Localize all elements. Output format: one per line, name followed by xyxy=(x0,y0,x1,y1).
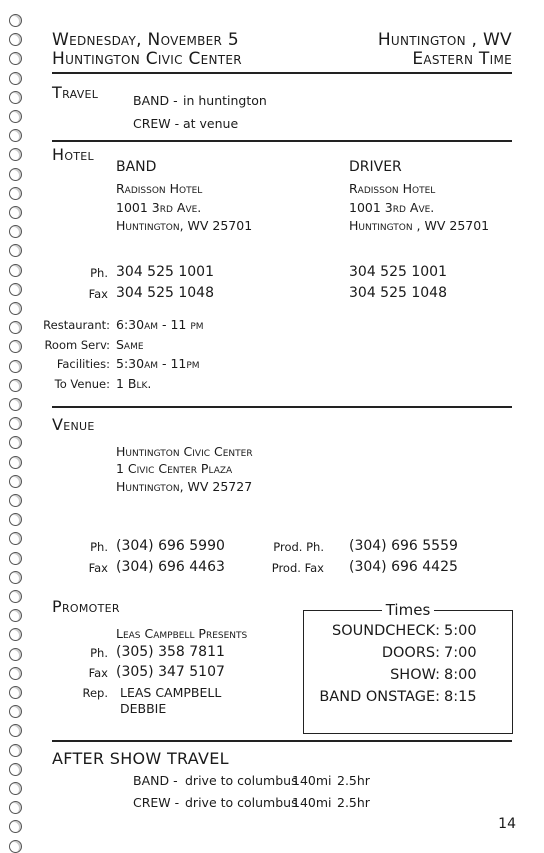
hotel-fax-label: Fax xyxy=(88,287,108,301)
binder-ring xyxy=(9,360,22,373)
binder-ring xyxy=(9,417,22,430)
hotel-driver-name: Radisson Hotel xyxy=(349,181,436,196)
promoter-rep-label: Rep. xyxy=(82,686,108,700)
binder-ring xyxy=(9,686,22,699)
hotel-band-title: BAND xyxy=(116,159,157,175)
binder-ring xyxy=(9,705,22,718)
binder-ring xyxy=(9,187,22,200)
after-band-label: BAND - xyxy=(133,773,178,788)
hotel-band-fax: 304 525 1048 xyxy=(116,285,214,301)
prod-fax-label: Prod. Fax xyxy=(271,561,324,575)
venue-address: 1 Civic Center Plaza xyxy=(116,461,233,476)
travel-heading: Travel xyxy=(52,83,99,102)
after-show-heading: AFTER SHOW TRAVEL xyxy=(52,749,229,768)
binder-ring xyxy=(9,398,22,411)
binder-ring xyxy=(9,820,22,833)
promoter-phone: (305) 358 7811 xyxy=(116,644,225,660)
promoter-fax-label: Fax xyxy=(88,666,108,680)
soundcheck-label: SOUNDCHECK: xyxy=(332,623,440,639)
hotel-band-city: Huntington, WV 25701 xyxy=(116,218,253,233)
timezone-header: Eastern Time xyxy=(412,49,512,69)
after-band-value: drive to columbus xyxy=(185,773,298,788)
tovenue-value: 1 Blk. xyxy=(116,376,152,391)
binder-ring xyxy=(9,148,22,161)
times-title: Times xyxy=(304,600,512,619)
after-crew-miles: 140mi xyxy=(292,795,332,810)
binder-ring xyxy=(9,340,22,353)
binder-ring xyxy=(9,552,22,565)
binder-ring xyxy=(9,33,22,46)
prod-phone: (304) 696 5559 xyxy=(349,538,458,554)
restaurant-value: 6:30am - 11 pm xyxy=(116,317,204,332)
after-crew-label: CREW - xyxy=(133,795,180,810)
page-number: 14 xyxy=(498,816,516,832)
binder-ring xyxy=(9,840,22,853)
roomserv-value: Same xyxy=(116,337,144,352)
binder-ring xyxy=(9,532,22,545)
binder-ring xyxy=(9,456,22,469)
hotel-ph-label: Ph. xyxy=(90,266,108,280)
venue-fax-label: Fax xyxy=(88,561,108,575)
hotel-driver-city: Huntington , WV 25701 xyxy=(349,218,490,233)
binder-ring xyxy=(9,763,22,776)
promoter-name: Leas Campbell Presents xyxy=(116,626,248,641)
binder-ring xyxy=(9,436,22,449)
travel-band-label: BAND - xyxy=(133,93,178,108)
hotel-band-address: 1001 3rd Ave. xyxy=(116,200,202,215)
promoter-rep-2: DEBBIE xyxy=(120,701,167,716)
binder-ring xyxy=(9,628,22,641)
binder-ring xyxy=(9,321,22,334)
binder-ring xyxy=(9,801,22,814)
binder-ring xyxy=(9,302,22,315)
binder-rings xyxy=(0,0,30,853)
binder-ring xyxy=(9,206,22,219)
binder-ring xyxy=(9,667,22,680)
travel-crew-value: at venue xyxy=(183,116,239,131)
soundcheck-time: 5:00 xyxy=(444,623,477,639)
prod-ph-label: Prod. Ph. xyxy=(273,540,324,554)
roomserv-label: Room Serv: xyxy=(44,338,110,352)
binder-ring xyxy=(9,52,22,65)
binder-ring xyxy=(9,379,22,392)
show-date: Wednesday, November 5 xyxy=(52,30,240,50)
binder-ring xyxy=(9,244,22,257)
hotel-band-phone: 304 525 1001 xyxy=(116,264,214,280)
binder-ring xyxy=(9,168,22,181)
doors-time: 7:00 xyxy=(444,645,477,661)
venue-fax: (304) 696 4463 xyxy=(116,559,225,575)
facilities-value: 5:30am - 11pm xyxy=(116,356,200,371)
binder-ring xyxy=(9,744,22,757)
city-header: Huntington , WV xyxy=(377,30,512,50)
binder-ring xyxy=(9,225,22,238)
after-band-time: 2.5hr xyxy=(337,773,370,788)
hotel-driver-address: 1001 3rd Ave. xyxy=(349,200,435,215)
binder-ring xyxy=(9,648,22,661)
venue-name: Huntington Civic Center xyxy=(116,444,253,459)
hotel-divider xyxy=(52,406,512,408)
binder-ring xyxy=(9,91,22,104)
binder-ring xyxy=(9,571,22,584)
restaurant-label: Restaurant: xyxy=(43,318,110,332)
binder-ring xyxy=(9,283,22,296)
venue-phone: (304) 696 5990 xyxy=(116,538,225,554)
binder-ring xyxy=(9,264,22,277)
travel-crew-label: CREW - xyxy=(133,116,180,131)
hotel-heading: Hotel xyxy=(52,145,94,164)
binder-ring xyxy=(9,782,22,795)
binder-ring xyxy=(9,494,22,507)
tovenue-label: To Venue: xyxy=(54,377,110,391)
after-crew-time: 2.5hr xyxy=(337,795,370,810)
venue-city: Huntington, WV 25727 xyxy=(116,479,253,494)
venue-ph-label: Ph. xyxy=(90,540,108,554)
times-box xyxy=(303,601,513,734)
onstage-label: BAND ONSTAGE: xyxy=(319,689,440,705)
promoter-rep-1: LEAS CAMPBELL xyxy=(120,685,222,700)
hotel-driver-phone: 304 525 1001 xyxy=(349,264,447,280)
promoter-heading: Promoter xyxy=(52,597,120,616)
after-band-miles: 140mi xyxy=(292,773,332,788)
binder-ring xyxy=(9,110,22,123)
header-divider xyxy=(52,72,512,74)
binder-ring xyxy=(9,129,22,142)
venue-name-header: Huntington Civic Center xyxy=(52,49,242,69)
binder-ring xyxy=(9,475,22,488)
hotel-band-name: Radisson Hotel xyxy=(116,181,203,196)
doors-label: DOORS: xyxy=(381,645,440,661)
show-label: SHOW: xyxy=(390,667,440,683)
prod-fax: (304) 696 4425 xyxy=(349,559,458,575)
promoter-divider xyxy=(52,740,512,742)
after-crew-value: drive to columbus xyxy=(185,795,298,810)
venue-heading: Venue xyxy=(52,415,95,434)
hotel-driver-title: DRIVER xyxy=(349,159,402,175)
binder-ring xyxy=(9,72,22,85)
show-time: 8:00 xyxy=(444,667,477,683)
travel-divider xyxy=(52,140,512,142)
binder-ring xyxy=(9,513,22,526)
facilities-label: Facilities: xyxy=(56,357,110,371)
binder-ring xyxy=(9,14,22,27)
promoter-ph-label: Ph. xyxy=(90,646,108,660)
onstage-time: 8:15 xyxy=(444,689,477,705)
binder-ring xyxy=(9,724,22,737)
travel-band-value: in huntington xyxy=(183,93,267,108)
binder-ring xyxy=(9,590,22,603)
promoter-fax: (305) 347 5107 xyxy=(116,664,225,680)
binder-ring xyxy=(9,609,22,622)
hotel-driver-fax: 304 525 1048 xyxy=(349,285,447,301)
